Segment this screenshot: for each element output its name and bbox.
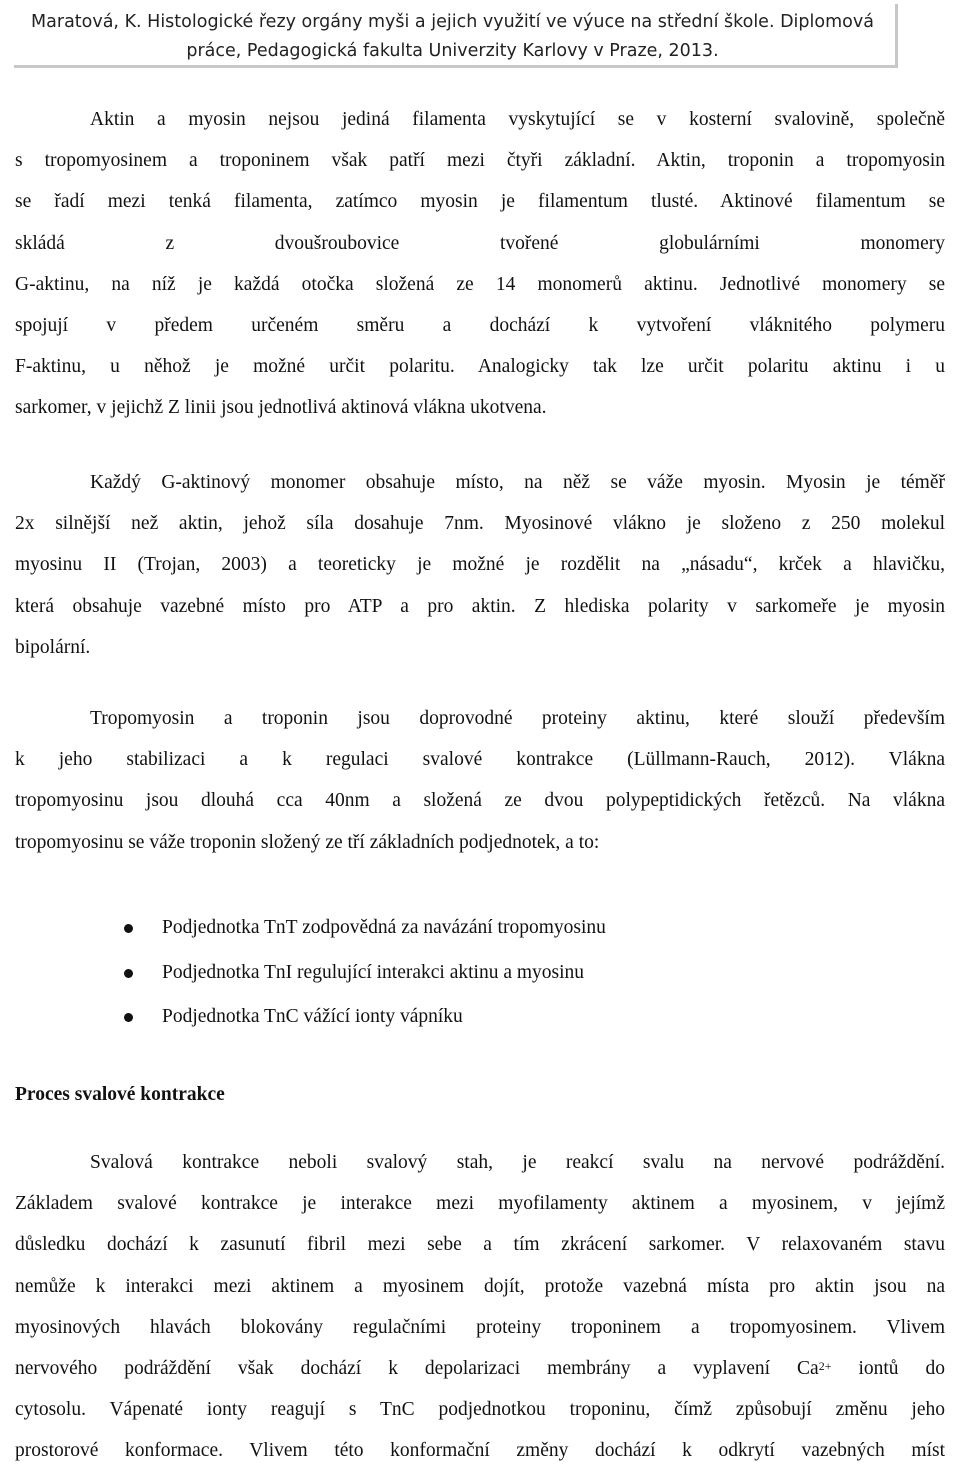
text-line: spojují v předem určeném směru a dochází k vytvoření vláknitého polymeru xyxy=(15,314,945,336)
text-line: myosinu II (Trojan, 2003) a teoreticky je možné je rozdělit na „násadu“, krček a hlavičku, xyxy=(15,554,945,576)
text-segment: iontů do xyxy=(831,1357,945,1379)
charge-superscript: 2+ xyxy=(818,1358,832,1373)
list-item xyxy=(120,995,900,1040)
text-line: skládá z dvoušroubovice tvořené globulárními monomery xyxy=(15,232,945,254)
text-line: cytosolu. Vápenaté ionty reagují s TnC podjednotkou troponinu, čímž způsobují změnu jeho xyxy=(15,1399,945,1421)
list-item-text: Podjednotka TnI regulující interakci aktinu a myosinu xyxy=(162,961,585,983)
text-line: G-aktinu, na níž je každá otočka složená ze 14 monomerů aktinu. Jednotlivé monomery se xyxy=(15,273,945,295)
section-heading: Proces svalové kontrakce xyxy=(15,1084,225,1105)
text-line: tropomyosinu se váže troponin složený ze tří základních podjednotek, a to: xyxy=(15,831,600,853)
text-line: Základem svalové kontrakce je interakce mezi myofilamenty aktinem a myosinem, v jejímž xyxy=(15,1193,945,1215)
paragraph-actin-myosin xyxy=(15,99,945,429)
bullet-icon xyxy=(124,924,133,933)
paragraph-contraction xyxy=(15,1142,945,1472)
list-item-text: Podjednotka TnC vážící ionty vápníku xyxy=(162,1006,463,1027)
header-line-2: práce, Pedagogická fakulta Univerzity Karlovy v Praze, 2013. xyxy=(186,41,719,61)
bullet-icon xyxy=(124,969,133,978)
text-line: nemůže k interakci mezi aktinem a myosinem dojít, protože vazebná místa pro aktin jsou na xyxy=(15,1275,945,1297)
paragraph-g-actin xyxy=(15,462,945,668)
text-line: sarkomer, v jejichž Z linii jsou jednotlivá aktinová vlákna ukotvena. xyxy=(15,397,547,419)
list-item xyxy=(120,906,900,951)
text-segment: nervového podráždění však dochází k depolarizaci membrány a vyplavení Ca xyxy=(15,1357,819,1379)
text-line: bipolární. xyxy=(15,636,91,658)
header-citation xyxy=(0,8,905,66)
text-line: F-aktinu, u něhož je možné určit polaritu. Analogicky tak lze určit polaritu aktinu i u xyxy=(15,356,945,378)
text-line: se řadí mezi tenká filamenta, zatímco myosin je filamentum tlusté. Aktinové filamentum se xyxy=(15,191,945,213)
text-line: tropomyosinu jsou dlouhá cca 40nm a složená ze dvou polypeptidických řetězců. Na vlákna xyxy=(15,790,945,812)
text-line: k jeho stabilizaci a k regulaci svalové kontrakce (Lüllmann-Rauch, 2012). Vlákna xyxy=(15,749,945,771)
list-item-text: Podjednotka TnT zodpovědná za navázání tropomyosinu xyxy=(162,917,606,938)
text-line: která obsahuje vazebné místo pro ATP a pro aktin. Z hlediska polarity v sarkomeře je myosin xyxy=(15,595,945,617)
text-line: Každý G-aktinový monomer obsahuje místo, na něž se váže myosin. Myosin je téměř xyxy=(90,472,945,493)
list-item xyxy=(120,951,900,996)
text-line: Tropomyosin a troponin jsou doprovodné proteiny aktinu, které slouží především xyxy=(90,708,945,729)
text-line-calcium xyxy=(15,1348,945,1389)
header-line-1: Maratová, K. Histologické řezy orgány myši a jejich využití ve výuce na střední škole. Diplomová xyxy=(31,12,874,32)
bullet-icon xyxy=(124,1013,133,1022)
text-line: prostorové konformace. Vlivem této konformační změny dochází k odkrytí vazebných míst xyxy=(15,1440,945,1462)
page-header xyxy=(0,0,960,74)
text-line: myosinových hlavách blokovány regulačními proteiny troponinem a tropomyosinem. Vlivem xyxy=(15,1316,945,1338)
text-line: s tropomyosinem a troponinem však patří mezi čtyři základní. Aktin, troponin a tropomyosin xyxy=(15,150,945,172)
text-line: Aktin a myosin nejsou jediná filamenta vyskytující se v kosterní svalovině, společně xyxy=(90,109,945,130)
paragraph-tropomyosin xyxy=(15,698,945,863)
text-line: 2x silnější než aktin, jehož síla dosahuje 7nm. Myosinové vlákno je složeno z 250 molekul xyxy=(15,513,945,535)
text-line: Svalová kontrakce neboli svalový stah, je reakcí svalu na nervové podráždění. xyxy=(90,1152,945,1173)
troponin-subunit-list xyxy=(120,906,900,1040)
text-line: důsledku dochází k zasunutí fibril mezi sebe a tím zkrácení sarkomer. V relaxovaném stavu xyxy=(15,1234,945,1256)
